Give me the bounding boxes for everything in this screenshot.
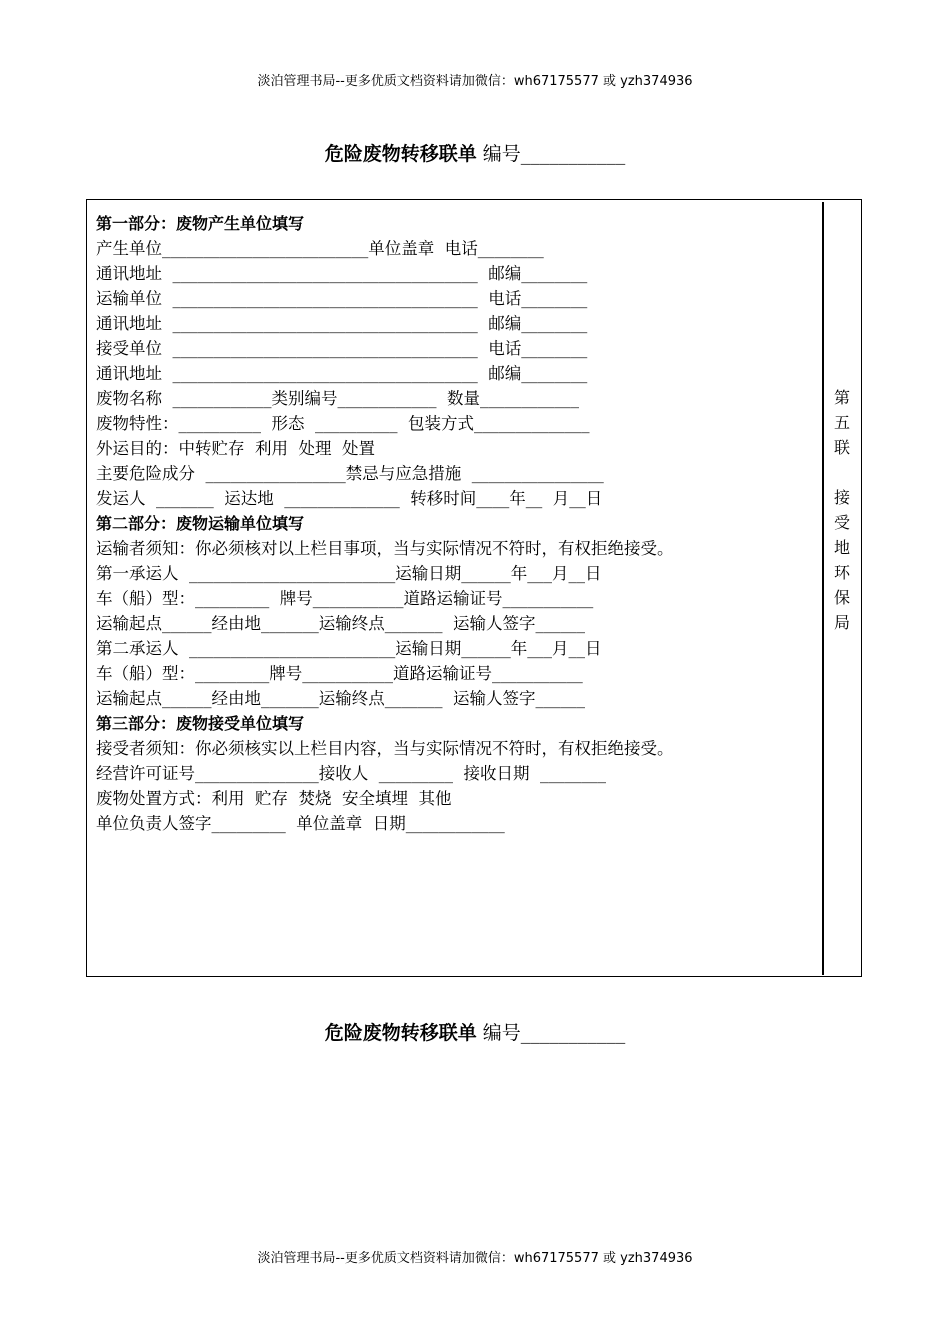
- form-line: 废物特性：__________ 形态 __________ 包装方式______________: [96, 414, 590, 433]
- form-line: 产生单位_________________________单位盖章 电话________: [96, 239, 544, 258]
- part3-title: 第三部分：废物接受单位填写: [96, 714, 305, 733]
- form-line: 接受者须知：你必须核实以上栏目内容，当与实际情况不符时，有权拒绝接受。: [96, 739, 674, 758]
- form-line: 车（船）型：_________牌号___________道路运输证号___________: [96, 664, 583, 683]
- page-header: 淡泊管理书局--更多优质文档资料请加微信：wh67175577 或 yzh374936: [257, 74, 693, 89]
- form-line: 运输单位 _____________________________________ 电话________: [96, 289, 588, 308]
- form-title-main: 危险废物转移联单: [324, 143, 477, 165]
- form-line: 第二承运人 _________________________运输日期______年___月__日: [96, 639, 602, 658]
- part2-title: 第二部分：废物运输单位填写: [96, 514, 305, 533]
- form-number-label-2: 编号___________: [482, 1022, 626, 1044]
- form-line: 废物处置方式：利用 贮存 焚烧 安全填埋 其他: [96, 789, 452, 808]
- side-label: 第 五 联 接 受 地 环 保 局: [833, 388, 850, 632]
- part1-title: 第一部分：废物产生单位填写: [96, 214, 305, 233]
- form-line: 运输起点______经由地_______运输终点_______ 运输人签字______: [96, 614, 585, 633]
- form-line: 废物名称 ____________类别编号____________ 数量____________: [96, 389, 579, 408]
- form-line: 通讯地址 _____________________________________ 邮编________: [96, 264, 588, 283]
- form-line: 运输者须知：你必须核对以上栏目事项，当与实际情况不符时，有权拒绝接受。: [96, 539, 674, 558]
- form-line: 经营许可证号_______________接收人 _________ 接收日期 ________: [96, 764, 606, 783]
- form-line: 车（船）型：_________ 牌号___________道路运输证号___________: [96, 589, 594, 608]
- form-number-label: 编号___________: [482, 143, 626, 165]
- form-line: 接受单位 _____________________________________ 电话________: [96, 339, 588, 358]
- form-line: 第一承运人 _________________________运输日期______年___月__日: [96, 564, 602, 583]
- form-line: 运输起点______经由地_______运输终点_______ 运输人签字______: [96, 689, 585, 708]
- page-footer: 淡泊管理书局--更多优质文档资料请加微信：wh67175577 或 yzh374936: [257, 1251, 693, 1266]
- form-line: 主要危险成分 _________________禁忌与应急措施 ________________: [96, 464, 604, 483]
- form-title: [0, 139, 950, 166]
- form-line: 外运目的：中转贮存 利用 处理 处置: [96, 439, 375, 458]
- form-line: 通讯地址 _____________________________________ 邮编________: [96, 314, 588, 333]
- form-title-main-2: 危险废物转移联单: [324, 1022, 477, 1044]
- form-line: 通讯地址 _____________________________________ 邮编________: [96, 364, 588, 383]
- form-title-2: [0, 1018, 950, 1045]
- form-line: 发运人 _______ 运达地 ______________ 转移时间____年__ 月__日: [96, 489, 603, 508]
- form-content: [96, 211, 816, 836]
- form-line: 单位负责人签字_________ 单位盖章 日期____________: [96, 814, 505, 833]
